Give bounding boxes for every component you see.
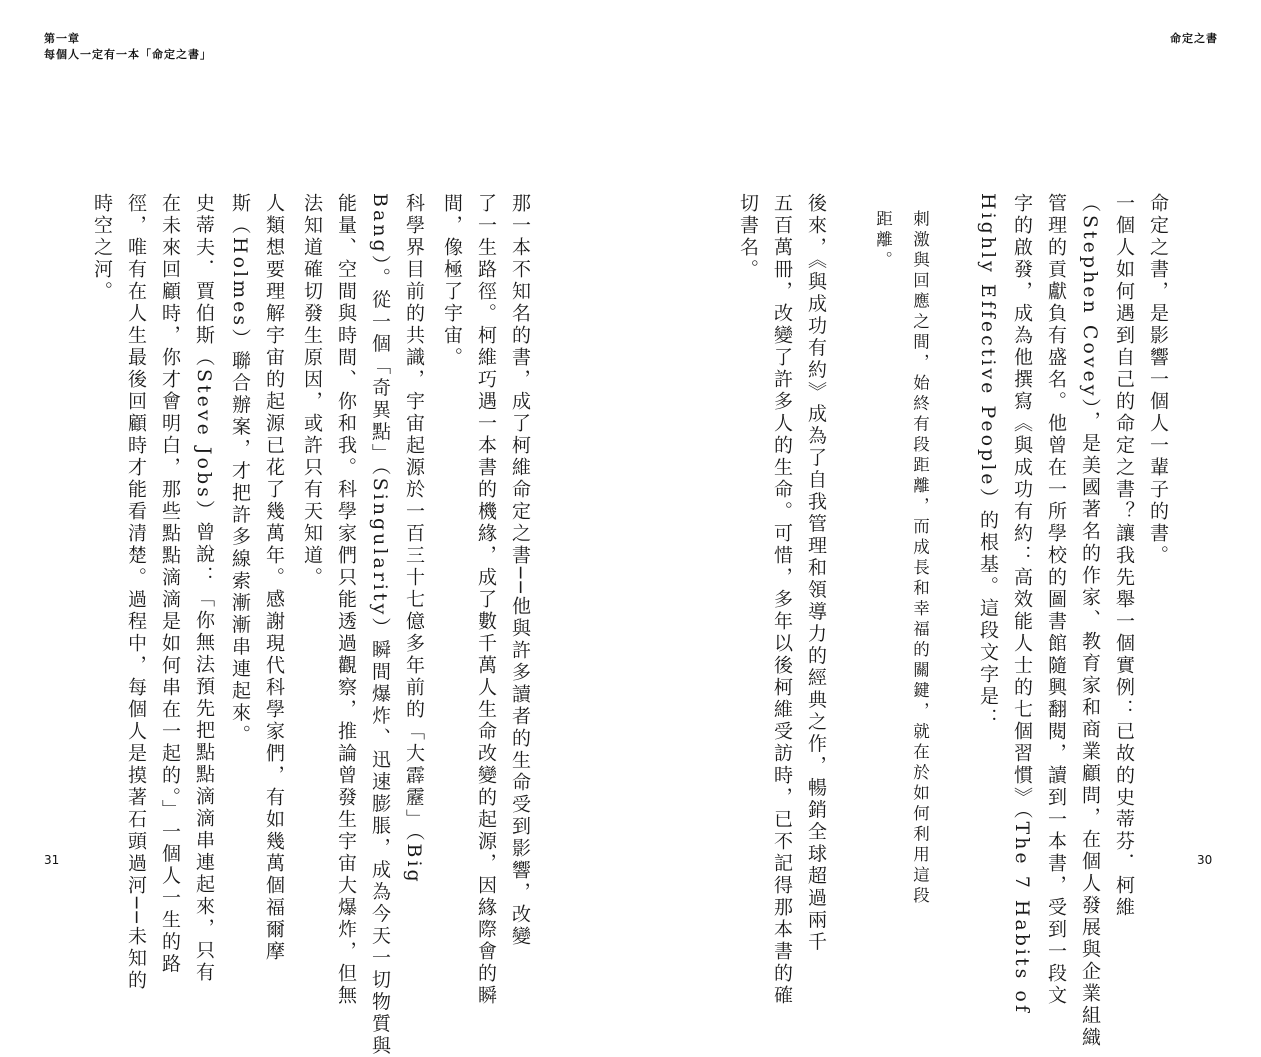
right-page-col-2: 一個人如何遇到自己的命定之書？讓我先舉一個實例：已故的史蒂芬．柯維 (1113, 193, 1135, 919)
left-page-col-12: 徑，唯有在人生最後回顧時才能看清楚。過程中，每個人是摸著石頭過河──未知的 (125, 193, 147, 992)
left-page-col-8: 人類想要理解宇宙的起源已花了幾萬年。感謝現代科學家們，有如幾萬個福爾摩 (263, 193, 285, 963)
right-page-col-9: 切書名。 (737, 193, 759, 281)
running-head-book-title: 命定之書 (1170, 32, 1218, 45)
left-page-col-11: 在未來回顧時，你才會明白，那些點點滴滴是如何串在一起的。」一個人一生的路 (159, 193, 181, 976)
right-page-quote-col-2: 距離。 (873, 210, 893, 272)
right-page-col-8: 五百萬冊，改變了許多人的生命。可惜，多年以後柯維受訪時，已不記得那本書的確 (771, 193, 793, 1007)
left-page-col-7: 法知道確切發生原因，或許只有天知道。 (301, 193, 323, 589)
running-head-chapter-title: 每個人一定有一本「命定之書」 (44, 48, 212, 61)
left-page-col-4: 科學界目前的共識，宇宙起源於一百三十七億多年前的「大霹靂」（Big (403, 193, 425, 885)
running-head-chapter: 第一章 (44, 32, 80, 45)
left-page-col-6: 能量、空間與時間、你和我。科學家們只能透過觀察，推論曾發生宇宙大爆炸，但無 (335, 193, 357, 1007)
right-page-col-6: Highly Effective People）的根基。這段文字是： (977, 193, 999, 730)
left-page-col-3: 間，像極了宇宙。 (441, 193, 463, 369)
left-page-col-13: 時空之河。 (91, 193, 113, 303)
left-page-col-5: Bang）。從一個「奇異點」（Singularity）瞬間爆炸、迅速膨脹，成為今天一切物質與 (369, 193, 391, 1057)
right-page-col-1: 命定之書，是影響一個人一輩子的書。 (1147, 193, 1169, 567)
right-page-col-3: （Stephen Covey），是美國著名的作家、教育家和商業顧問，在個人發展與企業組織 (1079, 193, 1101, 1050)
page-number-left: 31 (44, 853, 60, 867)
right-page-col-4: 管理的貢獻負有盛名。他曾在一所學校的圖書館隨興翻閱，讀到一本書，受到一段文 (1045, 193, 1067, 1007)
left-page-col-10: 史蒂夫．賈伯斯（Steve Jobs）曾說：「你無法預先把點點滴滴串連起來，只有 (193, 193, 215, 984)
right-page-col-5: 字的啟發，成為他撰寫《與成功有約：高效能人士的七個習慣》（The 7 Habits of (1011, 193, 1033, 1015)
left-page-col-2: 了一生路徑。柯維巧遇一本書的機緣，成了數千萬人生命改變的起源，因緣際會的瞬 (475, 193, 497, 1007)
page-number-right: 30 (1197, 853, 1213, 867)
left-page-col-9: 斯（Holmes）聯合辦案，才把許多線索漸漸串連起來。 (229, 193, 251, 747)
left-page-col-1: 那一本不知名的書，成了柯維命定之書──他與許多讀者的生命受到影響，改變 (509, 193, 531, 948)
right-page-col-7: 後來，《與成功有約》成為了自我管理和領導力的經典之作，暢銷全球超過兩千 (805, 193, 827, 954)
right-page-quote-col-1: 刺激與回應之間，始終有段距離，而成長和幸福的關鍵，就在於如何利用這段 (910, 210, 930, 907)
